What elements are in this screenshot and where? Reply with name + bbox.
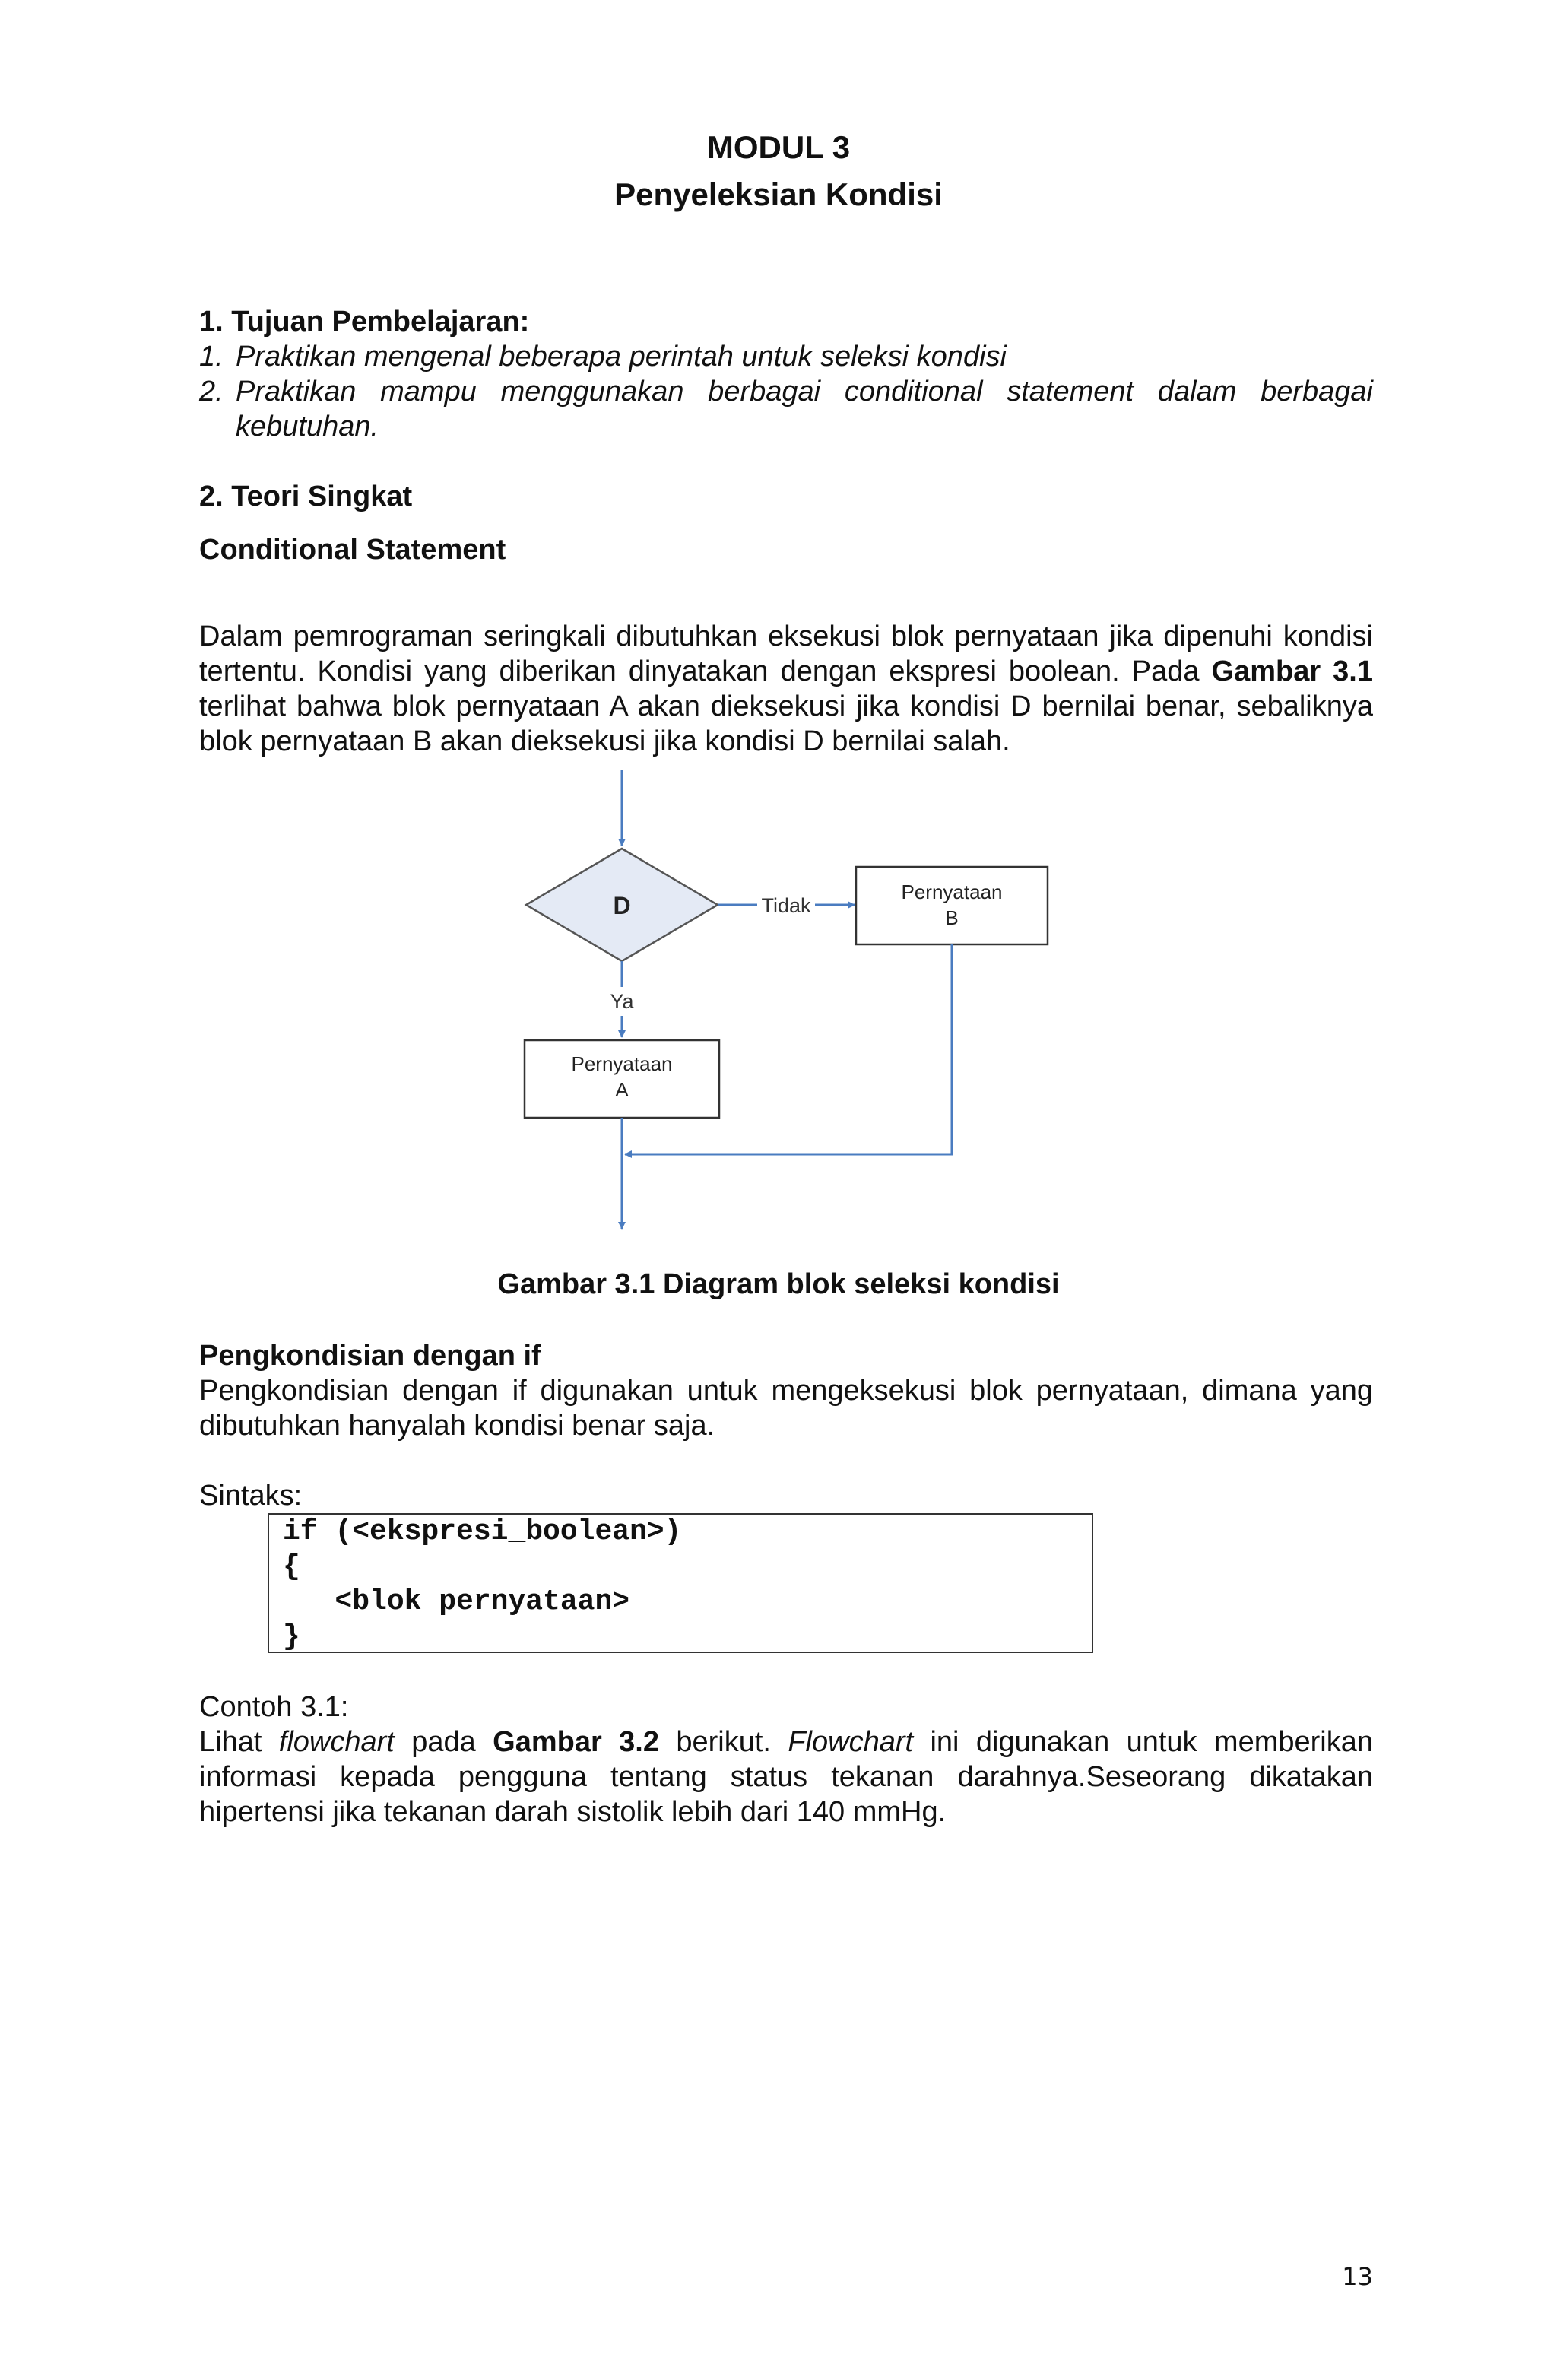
figure-caption: Gambar 3.1 Diagram blok seleksi kondisi — [497, 1268, 1060, 1300]
condition-label: D — [613, 892, 631, 919]
statement-b-label: Pernyataan — [901, 881, 1003, 903]
subheading-if: Pengkondisian dengan if — [199, 1340, 541, 1372]
objective-number: 1. — [199, 341, 224, 373]
module-number: MODUL 3 — [706, 129, 851, 165]
paragraph-text: terlihat bahwa blok pernyataan A akan dieksekusi jika kondisi D bernilai benar, sebaliknya blok pernyataan B akan dieksekusi jika kondisi D bernilai salah. — [199, 690, 1373, 757]
section-heading-objectives: 1. Tujuan Pembelajaran: — [199, 306, 530, 338]
section-heading-theory: 2. Teori Singkat — [199, 481, 413, 512]
syntax-label: Sintaks: — [199, 1480, 303, 1512]
example-text: ini digunakan untuk memberikan informasi kepada pengguna tentang status tekanan darahnya.Seseorang dikatakan hipertensi jika tekanan darah sistolik lebih dari 140 mmHg. — [199, 1726, 1373, 1828]
figure-reference: Gambar 3.2 — [493, 1726, 659, 1758]
example-text: pada — [394, 1726, 493, 1758]
if-description: Pengkondisian dengan if digunakan untuk mengeksekusi blok pernyataan, dimana yang dibutuhkan hanyalah kondisi benar saja. — [199, 1375, 1373, 1442]
subheading-conditional-statement: Conditional Statement — [199, 534, 506, 566]
no-branch-label: Tidak — [761, 894, 811, 917]
example-text: Lihat — [199, 1726, 279, 1758]
example-label: Contoh 3.1: — [199, 1691, 349, 1723]
code-line: <blok pernyataan> — [283, 1585, 630, 1618]
objective-text: Praktikan mampu menggunakan berbagai conditional statement dalam berbagai kebutuhan. — [236, 376, 1373, 443]
example-text-italic: Flowchart — [788, 1726, 914, 1758]
objective-number: 2. — [199, 376, 224, 408]
yes-branch-label: Ya — [610, 990, 634, 1013]
objective-text: Praktikan mengenal beberapa perintah untuk seleksi kondisi — [236, 341, 1007, 373]
example-text: berikut. — [658, 1726, 788, 1758]
syntax-code-box — [268, 1513, 1093, 1653]
statement-b-letter: B — [945, 906, 959, 929]
example-text-italic: flowchart — [278, 1726, 395, 1758]
code-line: if (<ekspresi_boolean>) — [283, 1515, 682, 1548]
statement-a-label: Pernyataan — [571, 1052, 673, 1075]
code-line: } — [283, 1620, 300, 1653]
page-number: 13 — [1342, 2262, 1373, 2291]
code-line: { — [283, 1550, 300, 1583]
example-paragraph — [199, 1725, 1373, 1829]
statement-a-letter: A — [615, 1078, 629, 1101]
statement-b-box — [856, 867, 1048, 944]
figure-reference: Gambar 3.1 — [1211, 655, 1373, 687]
page-title: Penyeleksian Kondisi — [614, 176, 943, 212]
paragraph-text: Dalam pemrograman seringkali dibutuhkan eksekusi blok pernyataan jika dipenuhi kondisi tertentu. Kondisi yang diberikan dinyatakan dengan ekspresi boolean. Pada — [199, 620, 1373, 687]
